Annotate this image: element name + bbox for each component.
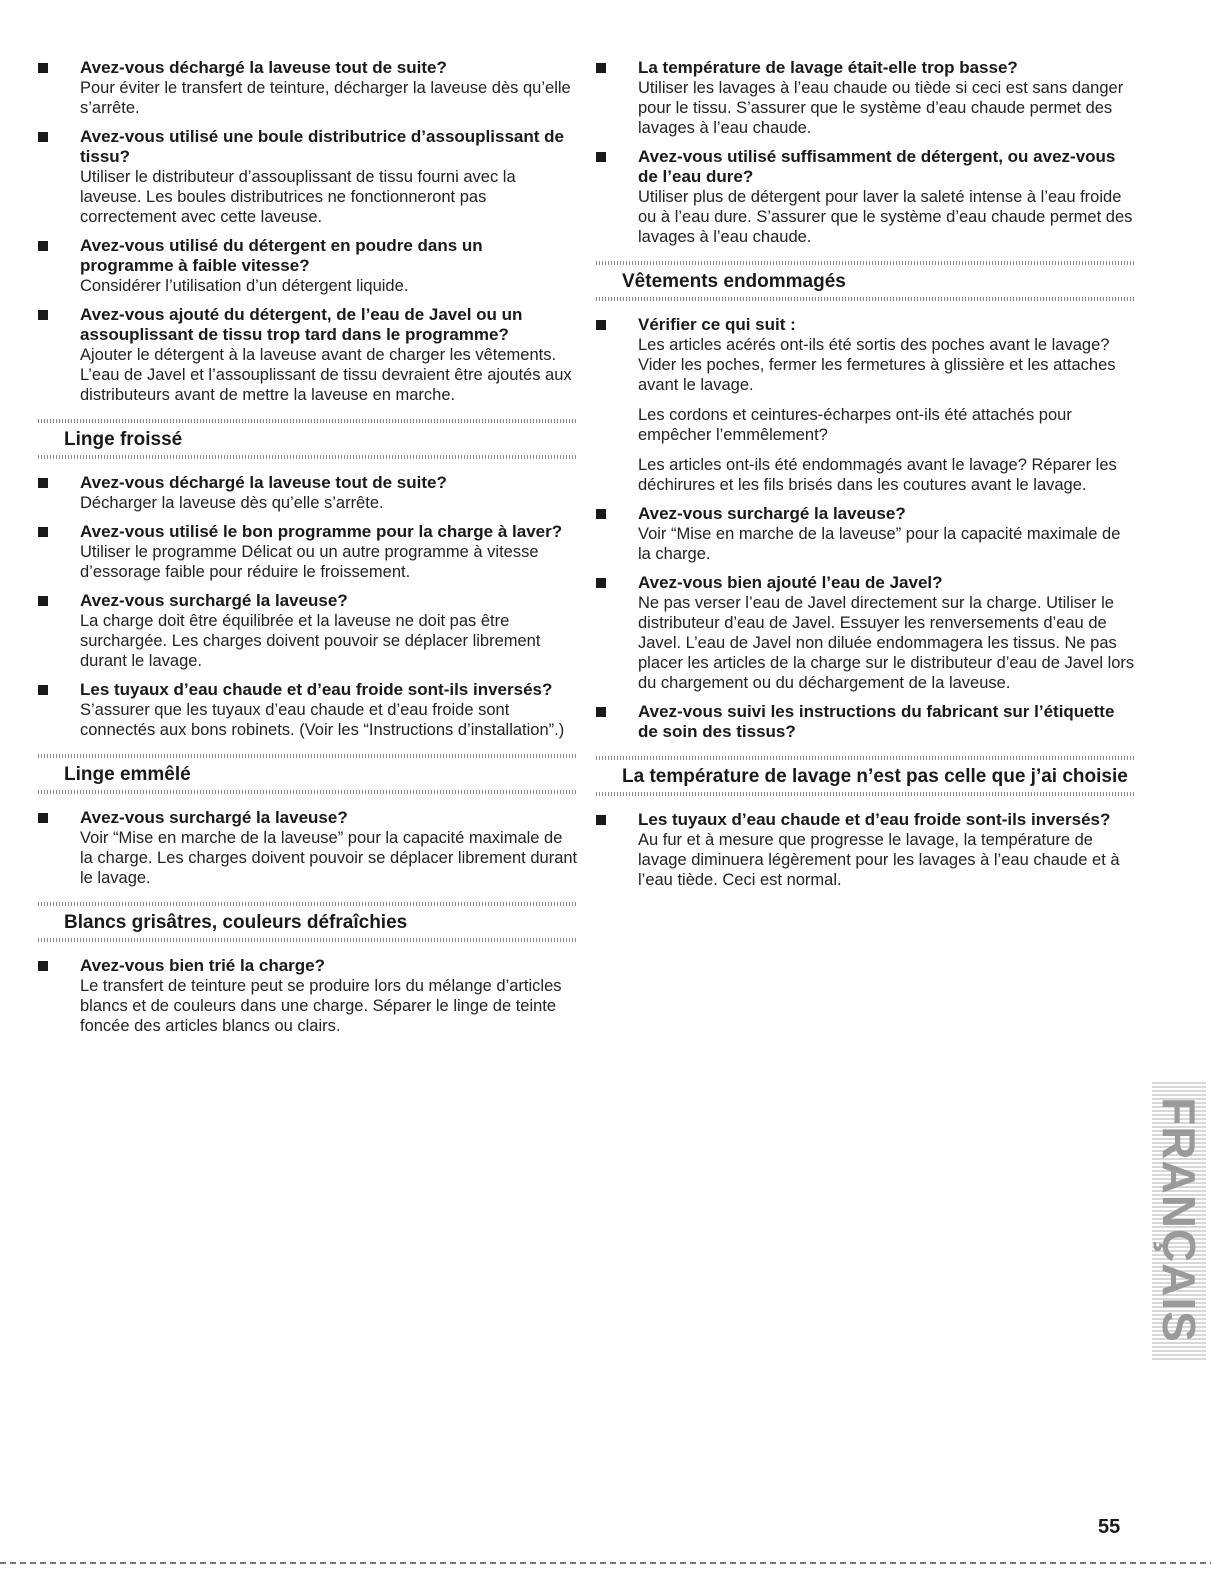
- answer-paragraph: La charge doit être équilibrée et la laveuse ne doit pas être surchargée. Les charges doivent pouvoir se déplacer librement durant le lavage.: [80, 612, 541, 670]
- bullet-icon: [38, 685, 48, 695]
- question: Les tuyaux d’eau chaude et d’eau froide sont-ils inversés?: [638, 810, 1111, 829]
- answer-paragraph: Utiliser le distributeur d’assouplissant de tissu fourni avec la laveuse. Les boules distributrices ne fonctionneront pas correctement avec cette laveuse.: [80, 168, 516, 226]
- right-column: [596, 58, 1136, 899]
- answer-paragraph: Pour éviter le transfert de teinture, décharger la laveuse dès qu’elle s’arrête.: [80, 79, 571, 117]
- answer: [80, 611, 578, 671]
- bullet-icon: [596, 707, 606, 717]
- question: Avez-vous surchargé la laveuse?: [80, 591, 348, 610]
- answer-paragraph: Les articles acérés ont-ils été sortis des poches avant le lavage? Vider les poches, fermer les fermetures à glissière et les attaches avant le lavage.: [638, 336, 1116, 394]
- question: Avez-vous ajouté du détergent, de l’eau de Javel ou un assouplissant de tissu trop tard dans le programme?: [80, 305, 523, 344]
- list-item: [38, 956, 578, 1036]
- left-column: [38, 58, 578, 1045]
- list-item: [38, 591, 578, 671]
- question: Avez-vous surchargé la laveuse?: [638, 504, 906, 523]
- list-item: [596, 573, 1136, 693]
- section-heading: [38, 754, 578, 794]
- list-item: [596, 810, 1136, 890]
- question: Avez-vous utilisé une boule distributrice d’assouplissant de tissu?: [80, 127, 564, 166]
- answer: [80, 542, 578, 582]
- answer-paragraph: Utiliser plus de détergent pour laver la saleté intense à l’eau froide ou à l’eau dure. S’assurer que le système d’eau chaude permet des lavages à l’eau chaude.: [638, 188, 1133, 246]
- answer: [638, 335, 1136, 495]
- bullet-icon: [596, 815, 606, 825]
- question: Avez-vous déchargé la laveuse tout de suite?: [80, 58, 447, 77]
- question: Avez-vous suivi les instructions du fabricant sur l’étiquette de soin des tissus?: [638, 702, 1115, 741]
- page-number: 55: [1098, 1516, 1121, 1538]
- question: Avez-vous utilisé du détergent en poudre dans un programme à faible vitesse?: [80, 236, 483, 275]
- list-item: [38, 58, 578, 118]
- bullet-icon: [38, 527, 48, 537]
- list-item: [596, 315, 1136, 495]
- bullet-icon: [38, 241, 48, 251]
- question: Avez-vous bien trié la charge?: [80, 956, 325, 975]
- answer-paragraph: Ajouter le détergent à la laveuse avant de charger les vêtements. L’eau de Javel et l’assouplissant de tissu devraient être ajoutés aux distributeurs avant de mettre la laveuse en marche.: [80, 346, 572, 404]
- answer: [638, 78, 1136, 138]
- bottom-divider: [0, 1562, 1211, 1564]
- list-item: [596, 147, 1136, 247]
- list-item: [596, 58, 1136, 138]
- section-title: Vêtements endommagés: [622, 271, 846, 292]
- answer: [80, 976, 578, 1036]
- list-item: [596, 504, 1136, 564]
- answer-paragraph: Les cordons et ceintures-écharpes ont-ils été attachés pour empêcher l’emmêlement?: [638, 406, 1072, 444]
- answer-paragraph: Décharger la laveuse dès qu’elle s’arrête.: [80, 494, 384, 512]
- bullet-icon: [38, 596, 48, 606]
- list-item: [38, 127, 578, 227]
- answer-paragraph: S’assurer que les tuyaux d’eau chaude et d’eau froide sont connectés aux bons robinets. (Voir les “Instructions d’installation”.): [80, 701, 565, 739]
- bullet-icon: [596, 578, 606, 588]
- answer: [638, 830, 1136, 890]
- section-title: Linge emmêlé: [64, 764, 191, 785]
- troubleshooting-list: [596, 810, 1136, 890]
- answer: [80, 167, 578, 227]
- answer: [638, 593, 1136, 693]
- bullet-icon: [596, 320, 606, 330]
- answer-paragraph: Les articles ont-ils été endommagés avant le lavage? Réparer les déchirures et les fils brisés dans les coutures avant le lavage.: [638, 456, 1117, 494]
- troubleshooting-list: [38, 473, 578, 740]
- answer-paragraph: Considérer l’utilisation d’un détergent liquide.: [80, 277, 409, 295]
- bullet-icon: [596, 152, 606, 162]
- troubleshooting-list: [38, 808, 578, 888]
- question: Avez-vous déchargé la laveuse tout de suite?: [80, 473, 447, 492]
- list-item: [38, 522, 578, 582]
- answer-paragraph: Voir “Mise en marche de la laveuse” pour la capacité maximale de la charge. Les charges doivent pouvoir se déplacer librement durant le lavage.: [80, 829, 578, 887]
- bullet-icon: [38, 961, 48, 971]
- section-heading: [38, 419, 578, 459]
- language-label: FRANÇAIS: [1153, 1097, 1205, 1343]
- answer: [638, 524, 1136, 564]
- question: Avez-vous utilisé le bon programme pour la charge à laver?: [80, 522, 563, 541]
- list-item: [38, 808, 578, 888]
- answer-paragraph: Le transfert de teinture peut se produire lors du mélange d’articles blancs et de couleurs dans une charge. Séparer le linge de teinte foncée des articles blancs ou clairs.: [80, 977, 562, 1035]
- troubleshooting-list: [38, 956, 578, 1036]
- list-item: [38, 305, 578, 405]
- section-heading: [596, 261, 1136, 301]
- section-heading: [596, 756, 1136, 796]
- troubleshooting-list: [596, 58, 1136, 247]
- answer: [80, 700, 578, 740]
- question: Avez-vous surchargé la laveuse?: [80, 808, 348, 827]
- list-item: [38, 680, 578, 740]
- answer-paragraph: Utiliser les lavages à l’eau chaude ou tiède si ceci est sans danger pour le tissu. S’assurer que le système d’eau chaude permet des lavages à l’eau chaude.: [638, 79, 1124, 137]
- list-item: [38, 473, 578, 513]
- question: Avez-vous bien ajouté l’eau de Javel?: [638, 573, 943, 592]
- answer: [638, 187, 1136, 247]
- question: Avez-vous utilisé suffisamment de détergent, ou avez-vous de l’eau dure?: [638, 147, 1116, 186]
- answer: [80, 276, 578, 296]
- question: Vérifier ce qui suit :: [638, 315, 796, 334]
- answer: [80, 345, 578, 405]
- answer-paragraph: Utiliser le programme Délicat ou un autre programme à vitesse d’essorage faible pour réduire le froissement.: [80, 543, 539, 581]
- section-title: Linge froissé: [64, 429, 183, 450]
- bullet-icon: [38, 813, 48, 823]
- language-side-tab: [1152, 1080, 1206, 1360]
- answer: [80, 78, 578, 118]
- answer: [80, 493, 578, 513]
- list-item: [38, 236, 578, 296]
- bullet-icon: [38, 310, 48, 320]
- section-title: Blancs grisâtres, couleurs défraîchies: [64, 912, 408, 933]
- bullet-icon: [596, 509, 606, 519]
- section-heading: [38, 902, 578, 942]
- answer-paragraph: Au fur et à mesure que progresse le lavage, la température de lavage diminuera légèrement pour les lavages à l’eau chaude et à l’eau tiède. Ceci est normal.: [638, 831, 1120, 889]
- section-title: La température de lavage n’est pas celle que j’ai choisie: [622, 766, 1128, 787]
- question: La température de lavage était-elle trop basse?: [638, 58, 1018, 77]
- answer-paragraph: Voir “Mise en marche de la laveuse” pour la capacité maximale de la charge.: [638, 525, 1121, 563]
- bullet-icon: [38, 132, 48, 142]
- bullet-icon: [38, 63, 48, 73]
- answer-paragraph: Ne pas verser l’eau de Javel directement sur la charge. Utiliser le distributeur d’eau de Javel. Essuyer les renversements d’eau de Javel. L’eau de Javel non diluée endommagera les tissus. Ne pas placer les articles de la charge sur le distributeur d’eau de Javel lors du chargement ou du déchargement de la laveuse.: [638, 594, 1135, 692]
- answer: [80, 828, 578, 888]
- troubleshooting-list: [596, 315, 1136, 742]
- list-item: [596, 702, 1136, 742]
- troubleshooting-list: [38, 58, 578, 405]
- bullet-icon: [596, 63, 606, 73]
- question: Les tuyaux d’eau chaude et d’eau froide sont-ils inversés?: [80, 680, 553, 699]
- bullet-icon: [38, 478, 48, 488]
